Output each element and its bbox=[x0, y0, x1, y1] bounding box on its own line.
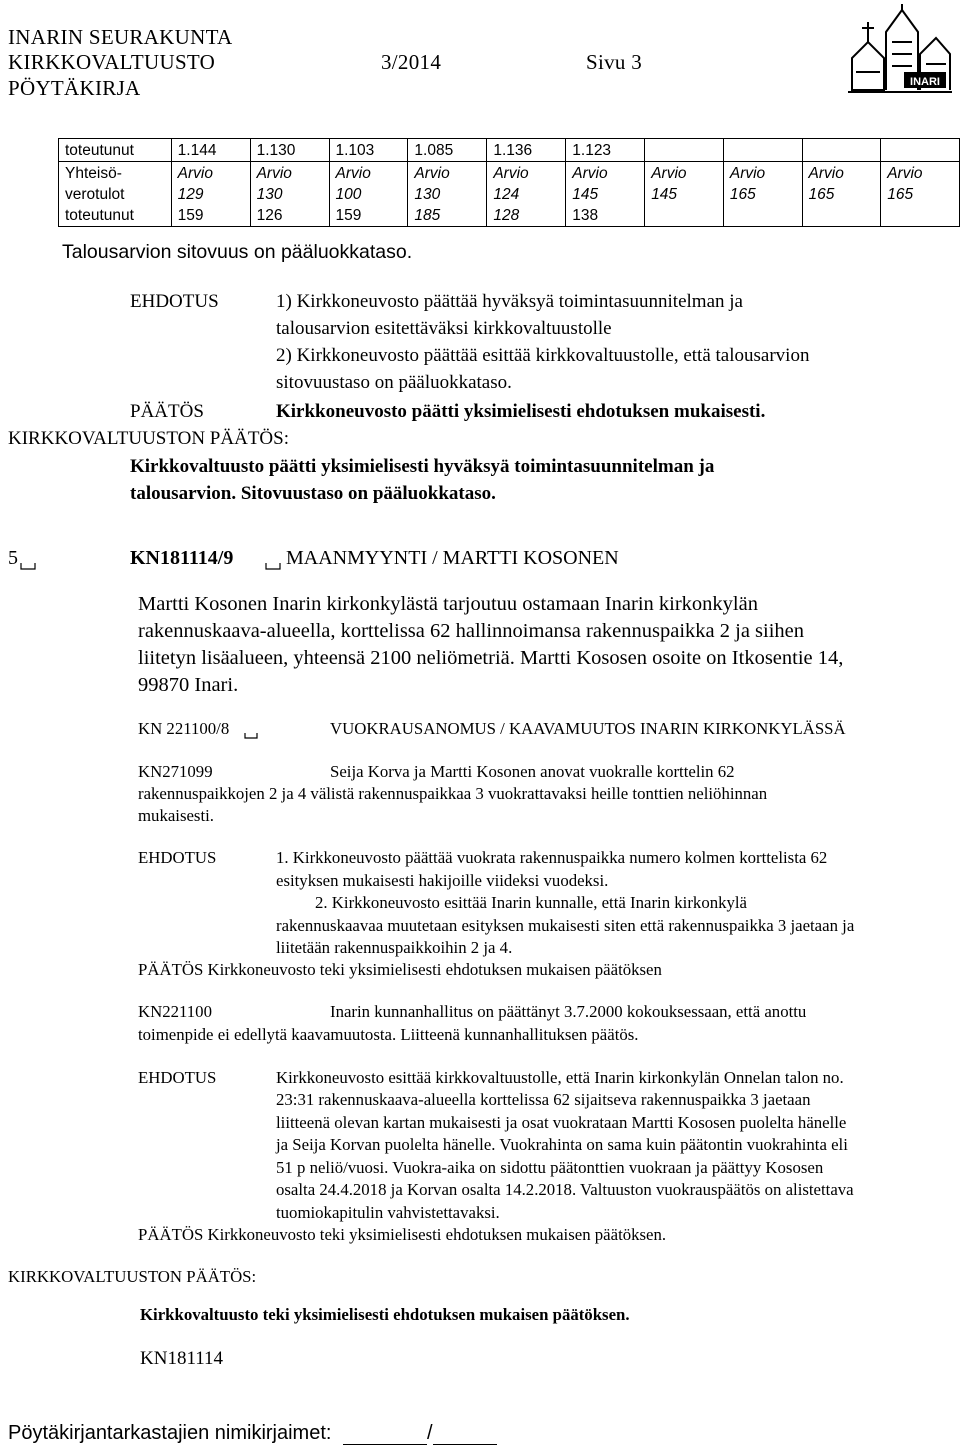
budget-note: Talousarvion sitovuus on pääluokkataso. bbox=[62, 241, 413, 263]
table-cell: 1.144 bbox=[171, 139, 250, 162]
organization-name: INARIN SEURAKUNTA bbox=[8, 25, 233, 49]
intro-line: 99870 Inari. bbox=[138, 674, 239, 696]
table-cell bbox=[723, 139, 802, 162]
section-number: 5 bbox=[8, 547, 18, 569]
sub-title: VUOKRAUSANOMUS / KAAVAMUUTOS INARIN KIRKONKYLÄSSÄ bbox=[330, 719, 846, 738]
document-type: PÖYTÄKIRJA bbox=[8, 76, 141, 100]
space-mark-icon bbox=[244, 720, 258, 742]
initials-line bbox=[343, 1424, 427, 1445]
table-cell: Arvio 145 138 bbox=[566, 162, 645, 227]
proposal-line: liitetään rakennuspaikkoihin 2 ja 4. bbox=[276, 938, 513, 957]
sub-ref: KN 221100/8 bbox=[138, 719, 230, 738]
footer-initials bbox=[8, 1422, 497, 1445]
proposal-line: 2. Kirkkoneuvosto esittää Inarin kunnalle, että Inarin kirkonkylä bbox=[315, 893, 747, 912]
proposal-line: tuomiokapitulin vahvistettavaksi. bbox=[276, 1203, 500, 1222]
parish-logo bbox=[846, 2, 954, 98]
table-row bbox=[59, 139, 960, 162]
body-name: KIRKKOVALTUUSTO bbox=[8, 50, 216, 74]
initials-line bbox=[433, 1424, 497, 1445]
page-number: Sivu 3 bbox=[586, 50, 643, 74]
table-cell: Arvio 129 159 bbox=[171, 162, 250, 227]
closing-ref: KN181114 bbox=[140, 1348, 224, 1369]
proposal-line: ja Seija Korvan puolelta hänelle. Vuokrahinta on sama kuin päätontin vuokrahinta eli bbox=[276, 1135, 848, 1154]
decision-text: PÄÄTÖS Kirkkoneuvosto teki yksimielisesti ehdotuksen mukaisen päätöksen bbox=[138, 960, 662, 979]
finance-table bbox=[58, 138, 960, 227]
table-cell: Arvio 165 bbox=[723, 162, 802, 227]
space-mark-icon bbox=[20, 549, 36, 573]
intro-line: rakennuskaava-alueella, korttelissa 62 hallinnoimansa rakennuspaikka 2 ja siihen bbox=[138, 620, 805, 642]
proposal-line: 23:31 rakennuskaava-alueella korttelissa 62 sijaitseva rakennuspaikka 3 jaetaan bbox=[276, 1090, 811, 1109]
intro-line: Martti Kosonen Inarin kirkonkylästä tarjoutuu ostamaan Inarin kirkonkylän bbox=[138, 593, 758, 615]
proposal-line: sitovuustaso on pääluokkataso. bbox=[276, 372, 512, 393]
proposal-line: liitteenä olevan kartan mukaisesti ja osat vuokrataan Martti Kososen puolelta hänelle bbox=[276, 1113, 847, 1132]
footer-label: Pöytäkirjantarkastajien nimikirjaimet: bbox=[8, 1422, 332, 1444]
table-row bbox=[59, 162, 960, 227]
proposal-label: EHDOTUS bbox=[138, 1068, 217, 1087]
proposal-line: 51 p neliö/vuosi. Vuokra-aika on sidottu päätonttien vuokraan ja päättyy Kososen bbox=[276, 1158, 824, 1177]
table-cell: Arvio 124 128 bbox=[487, 162, 566, 227]
proposal-label: EHDOTUS bbox=[130, 291, 219, 312]
table-cell: Arvio 130 185 bbox=[408, 162, 487, 227]
section-title: MAANMYYNTI / MARTTI KOSONEN bbox=[286, 547, 619, 569]
table-cell: Arvio 165 bbox=[881, 162, 960, 227]
space-mark-icon bbox=[265, 549, 281, 573]
proposal-line: rakennuskaavaa muutetaan esityksen mukaisesti siten että rakennuspaikka 3 jaetaan ja bbox=[276, 916, 855, 935]
proposal-line: 1. Kirkkoneuvosto päättää vuokrata rakennuspaikka numero kolmen korttelista 62 bbox=[276, 848, 828, 867]
proposal-label: EHDOTUS bbox=[138, 848, 217, 867]
footer-separator: / bbox=[427, 1422, 433, 1444]
table-cell: Arvio 165 bbox=[802, 162, 881, 227]
table-cell: 1.136 bbox=[487, 139, 566, 162]
table-cell: 1.103 bbox=[329, 139, 408, 162]
proposal-line: 2) Kirkkoneuvosto päättää esittää kirkkovaltuustolle, että talousarvion bbox=[276, 345, 810, 366]
kn271099-ref: KN271099 bbox=[138, 762, 213, 781]
council-decision-text: Kirkkovaltuusto teki yksimielisesti ehdotuksen mukaisen päätöksen. bbox=[140, 1305, 630, 1324]
decision-text: Kirkkoneuvosto päätti yksimielisesti ehdotuksen mukaisesti. bbox=[276, 401, 766, 422]
kn271099-text: Seija Korva ja Martti Kosonen anovat vuokralle korttelin 62 bbox=[330, 762, 735, 781]
council-decision-label: KIRKKOVALTUUSTON PÄÄTÖS: bbox=[8, 428, 289, 449]
council-decision-label: KIRKKOVALTUUSTON PÄÄTÖS: bbox=[8, 1267, 257, 1286]
decision-label: PÄÄTÖS bbox=[130, 401, 204, 422]
table-cell: Arvio 145 bbox=[645, 162, 724, 227]
council-decision-line: Kirkkovaltuusto päätti yksimielisesti hyväksyä toimintasuunnitelman ja bbox=[130, 456, 715, 477]
kn221100-text: Inarin kunnanhallitus on päättänyt 3.7.2000 kokouksessaan, että anottu bbox=[330, 1002, 807, 1021]
council-decision-line: talousarvion. Sitovuustaso on pääluokkataso. bbox=[130, 483, 496, 504]
table-cell: 1.130 bbox=[250, 139, 329, 162]
kn271099-line: mukaisesti. bbox=[138, 806, 214, 825]
proposal-line: esityksen mukaisesti hakijoille viideksi vuodeksi. bbox=[276, 871, 609, 890]
kn221100-line: toimenpide ei edellytä kaavamuutosta. Liitteenä kunnanhallituksen päätös. bbox=[138, 1025, 639, 1044]
table-cell: Arvio 130 126 bbox=[250, 162, 329, 227]
intro-line: liitetyn lisäalueen, yhteensä 2100 neliömetriä. Martti Kososen osoite on Itkosentie 14, bbox=[138, 647, 844, 669]
logo-text: INARI bbox=[910, 76, 940, 88]
proposal-line: osalta 24.4.2018 ja Korvan osalta 14.2.2018. Valtuuston vuokrauspäätös on alistettava bbox=[276, 1180, 854, 1199]
row-label: Yhteisö- verotulot toteutunut bbox=[59, 162, 172, 227]
issue-number: 3/2014 bbox=[381, 50, 442, 74]
row-label: toteutunut bbox=[59, 139, 172, 162]
table-cell: 1.123 bbox=[566, 139, 645, 162]
proposal-line: talousarvion esitettäväksi kirkkovaltuustolle bbox=[276, 318, 612, 339]
table-cell bbox=[802, 139, 881, 162]
kn271099-line: rakennuspaikkojen 2 ja 4 välistä rakennuspaikkaa 3 vuokrattavaksi heille tonttien neliöhinnan bbox=[138, 784, 768, 803]
proposal-line: 1) Kirkkoneuvosto päättää hyväksyä toimintasuunnitelman ja bbox=[276, 291, 743, 312]
table-cell bbox=[881, 139, 960, 162]
table-cell bbox=[645, 139, 724, 162]
proposal-line: Kirkkoneuvosto esittää kirkkovaltuustolle, että Inarin kirkonkylän Onnelan talon no. bbox=[276, 1068, 844, 1087]
table-cell: Arvio 100 159 bbox=[329, 162, 408, 227]
table-cell: 1.085 bbox=[408, 139, 487, 162]
decision-text: PÄÄTÖS Kirkkoneuvosto teki yksimielisesti ehdotuksen mukaisen päätöksen. bbox=[138, 1225, 667, 1244]
section-ref: KN181114/9 bbox=[130, 547, 234, 569]
kn221100-ref: KN221100 bbox=[138, 1002, 212, 1021]
